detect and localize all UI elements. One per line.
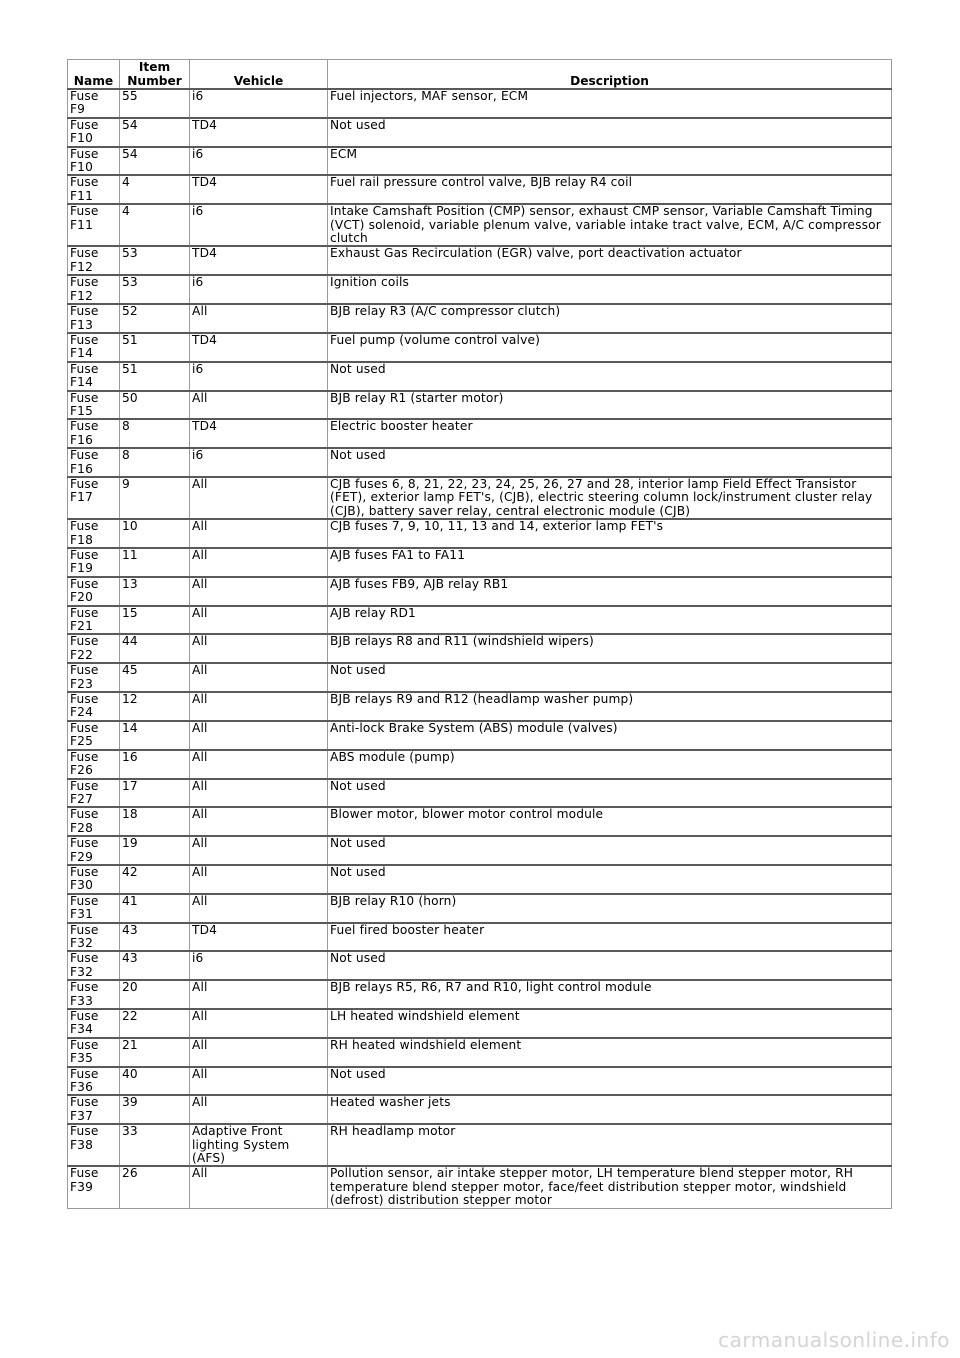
table-row [68,1124,892,1166]
table-row [68,448,892,477]
cell-vehicle: All [190,1009,328,1038]
table-row [68,577,892,606]
cell-vehicle: i6 [190,89,328,118]
cell-item-number: 44 [120,634,190,663]
cell-description: BJB relay R3 (A/C compressor clutch) [328,304,892,333]
cell-name: Fuse F15 [68,391,120,420]
cell-vehicle: TD4 [190,175,328,204]
cell-item-number: 53 [120,275,190,304]
cell-name: Fuse F14 [68,333,120,362]
cell-name: Fuse F29 [68,836,120,865]
cell-vehicle: All [190,836,328,865]
cell-item-number: 9 [120,477,190,519]
table-row [68,634,892,663]
cell-description: Pollution sensor, air intake stepper motor, LH temperature blend stepper motor, RH temperature blend stepper motor, face/feet distribution stepper motor, windshield (defrost) distribution stepper motor [328,1166,892,1208]
cell-name: Fuse F16 [68,419,120,448]
cell-description: Anti-lock Brake System (ABS) module (valves) [328,721,892,750]
cell-item-number: 15 [120,606,190,635]
table-row [68,836,892,865]
cell-item-number: 21 [120,1038,190,1067]
table-row [68,951,892,980]
cell-vehicle: All [190,807,328,836]
cell-name: Fuse F17 [68,477,120,519]
cell-name: Fuse F38 [68,1124,120,1166]
cell-name: Fuse F23 [68,663,120,692]
header-vehicle: Vehicle [190,60,328,90]
cell-vehicle: TD4 [190,419,328,448]
cell-name: Fuse F16 [68,448,120,477]
cell-vehicle: All [190,477,328,519]
cell-description: Fuel fired booster heater [328,923,892,952]
table-row [68,333,892,362]
table-row [68,721,892,750]
cell-vehicle: All [190,606,328,635]
cell-name: Fuse F30 [68,865,120,894]
cell-name: Fuse F12 [68,246,120,275]
cell-description: Intake Camshaft Position (CMP) sensor, exhaust CMP sensor, Variable Camshaft Timing (VCT) solenoid, variable plenum valve, variable intake tract valve, ECM, A/C compressor clutch [328,204,892,246]
cell-item-number: 20 [120,980,190,1009]
cell-item-number: 39 [120,1095,190,1124]
cell-item-number: 26 [120,1166,190,1208]
cell-description: ECM [328,147,892,176]
cell-vehicle: All [190,1038,328,1067]
cell-name: Fuse F39 [68,1166,120,1208]
cell-description: Fuel rail pressure control valve, BJB relay R4 coil [328,175,892,204]
cell-vehicle: All [190,1067,328,1096]
cell-description: RH headlamp motor [328,1124,892,1166]
cell-vehicle: TD4 [190,246,328,275]
cell-vehicle: TD4 [190,923,328,952]
cell-item-number: 8 [120,419,190,448]
table-row [68,118,892,147]
cell-item-number: 50 [120,391,190,420]
cell-description: Not used [328,951,892,980]
cell-description: BJB relays R8 and R11 (windshield wipers) [328,634,892,663]
table-row [68,304,892,333]
cell-name: Fuse F34 [68,1009,120,1038]
cell-vehicle: i6 [190,362,328,391]
cell-vehicle: All [190,750,328,779]
cell-description: Not used [328,448,892,477]
cell-item-number: 22 [120,1009,190,1038]
cell-description: Blower motor, blower motor control module [328,807,892,836]
cell-description: BJB relays R5, R6, R7 and R10, light control module [328,980,892,1009]
cell-name: Fuse F9 [68,89,120,118]
table-row [68,1067,892,1096]
cell-vehicle: All [190,519,328,548]
table-row [68,419,892,448]
fuse-table [67,59,892,1209]
cell-name: Fuse F25 [68,721,120,750]
cell-item-number: 16 [120,750,190,779]
header-item-number: Item Number [120,60,190,90]
cell-vehicle: All [190,577,328,606]
header-name: Name [68,60,120,90]
cell-description: Electric booster heater [328,419,892,448]
cell-description: Fuel injectors, MAF sensor, ECM [328,89,892,118]
cell-item-number: 33 [120,1124,190,1166]
cell-item-number: 42 [120,865,190,894]
cell-description: Ignition coils [328,275,892,304]
table-row [68,865,892,894]
cell-description: AJB fuses FB9, AJB relay RB1 [328,577,892,606]
table-row [68,362,892,391]
cell-item-number: 51 [120,362,190,391]
cell-item-number: 14 [120,721,190,750]
cell-description: Fuel pump (volume control valve) [328,333,892,362]
table-row [68,692,892,721]
cell-description: Not used [328,779,892,808]
table-row [68,246,892,275]
table-row [68,663,892,692]
cell-item-number: 45 [120,663,190,692]
cell-name: Fuse F35 [68,1038,120,1067]
table-row [68,477,892,519]
table-row [68,923,892,952]
cell-item-number: 10 [120,519,190,548]
cell-vehicle: All [190,779,328,808]
header-description: Description [328,60,892,90]
cell-vehicle: i6 [190,448,328,477]
cell-vehicle: All [190,721,328,750]
cell-item-number: 12 [120,692,190,721]
cell-vehicle: All [190,1095,328,1124]
cell-vehicle: All [190,548,328,577]
cell-name: Fuse F36 [68,1067,120,1096]
table-row [68,807,892,836]
cell-name: Fuse F12 [68,275,120,304]
cell-description: BJB relay R1 (starter motor) [328,391,892,420]
cell-description: ABS module (pump) [328,750,892,779]
cell-vehicle: All [190,304,328,333]
cell-item-number: 52 [120,304,190,333]
cell-item-number: 17 [120,779,190,808]
table-row [68,548,892,577]
cell-name: Fuse F14 [68,362,120,391]
cell-name: Fuse F11 [68,175,120,204]
cell-description: LH heated windshield element [328,1009,892,1038]
cell-name: Fuse F24 [68,692,120,721]
cell-description: AJB fuses FA1 to FA11 [328,548,892,577]
cell-name: Fuse F11 [68,204,120,246]
cell-vehicle: TD4 [190,333,328,362]
cell-name: Fuse F26 [68,750,120,779]
cell-description: Not used [328,663,892,692]
cell-description: Heated washer jets [328,1095,892,1124]
cell-name: Fuse F21 [68,606,120,635]
cell-name: Fuse F32 [68,923,120,952]
cell-name: Fuse F32 [68,951,120,980]
cell-item-number: 54 [120,147,190,176]
cell-vehicle: All [190,692,328,721]
cell-item-number: 4 [120,204,190,246]
cell-item-number: 11 [120,548,190,577]
table-body [68,89,892,1208]
cell-item-number: 51 [120,333,190,362]
cell-name: Fuse F19 [68,548,120,577]
cell-description: Not used [328,362,892,391]
cell-vehicle: All [190,663,328,692]
cell-description: RH heated windshield element [328,1038,892,1067]
cell-item-number: 43 [120,923,190,952]
cell-vehicle: Adaptive Front lighting System (AFS) [190,1124,328,1166]
cell-name: Fuse F18 [68,519,120,548]
cell-item-number: 40 [120,1067,190,1096]
cell-vehicle: All [190,1166,328,1208]
table-row [68,980,892,1009]
cell-description: CJB fuses 6, 8, 21, 22, 23, 24, 25, 26, 27 and 28, interior lamp Field Effect Transistor (FET), exterior lamp FET's, (CJB), electric steering column lock/instrument cluster relay (CJB), battery saver relay, central electronic module (CJB) [328,477,892,519]
table-row [68,147,892,176]
table-row [68,89,892,118]
cell-vehicle: All [190,980,328,1009]
table-row [68,175,892,204]
cell-item-number: 13 [120,577,190,606]
cell-vehicle: TD4 [190,118,328,147]
table-row [68,391,892,420]
cell-item-number: 54 [120,118,190,147]
table-row [68,1009,892,1038]
cell-name: Fuse F13 [68,304,120,333]
cell-name: Fuse F10 [68,118,120,147]
cell-description: Not used [328,1067,892,1096]
cell-name: Fuse F10 [68,147,120,176]
table-row [68,275,892,304]
cell-description: Not used [328,836,892,865]
cell-name: Fuse F27 [68,779,120,808]
table-row [68,894,892,923]
cell-name: Fuse F33 [68,980,120,1009]
table-row [68,779,892,808]
cell-item-number: 19 [120,836,190,865]
table-row [68,750,892,779]
cell-name: Fuse F37 [68,1095,120,1124]
cell-name: Fuse F31 [68,894,120,923]
cell-description: Not used [328,118,892,147]
cell-description: BJB relays R9 and R12 (headlamp washer pump) [328,692,892,721]
cell-name: Fuse F28 [68,807,120,836]
cell-item-number: 18 [120,807,190,836]
table-row [68,519,892,548]
cell-item-number: 53 [120,246,190,275]
cell-vehicle: All [190,634,328,663]
cell-vehicle: i6 [190,204,328,246]
cell-vehicle: i6 [190,951,328,980]
cell-description: CJB fuses 7, 9, 10, 11, 13 and 14, exterior lamp FET's [328,519,892,548]
cell-vehicle: i6 [190,275,328,304]
table-row [68,606,892,635]
cell-description: Exhaust Gas Recirculation (EGR) valve, port deactivation actuator [328,246,892,275]
cell-vehicle: All [190,865,328,894]
cell-vehicle: All [190,391,328,420]
table-row [68,1166,892,1208]
cell-description: BJB relay R10 (horn) [328,894,892,923]
cell-item-number: 8 [120,448,190,477]
cell-vehicle: All [190,894,328,923]
cell-item-number: 55 [120,89,190,118]
cell-vehicle: i6 [190,147,328,176]
cell-item-number: 4 [120,175,190,204]
watermark: carmanualsonline.info [718,1328,950,1352]
cell-description: Not used [328,865,892,894]
table-header-row [68,60,892,90]
cell-name: Fuse F20 [68,577,120,606]
cell-item-number: 41 [120,894,190,923]
cell-item-number: 43 [120,951,190,980]
cell-name: Fuse F22 [68,634,120,663]
table-row [68,1095,892,1124]
table-row [68,204,892,246]
cell-description: AJB relay RD1 [328,606,892,635]
table-row [68,1038,892,1067]
